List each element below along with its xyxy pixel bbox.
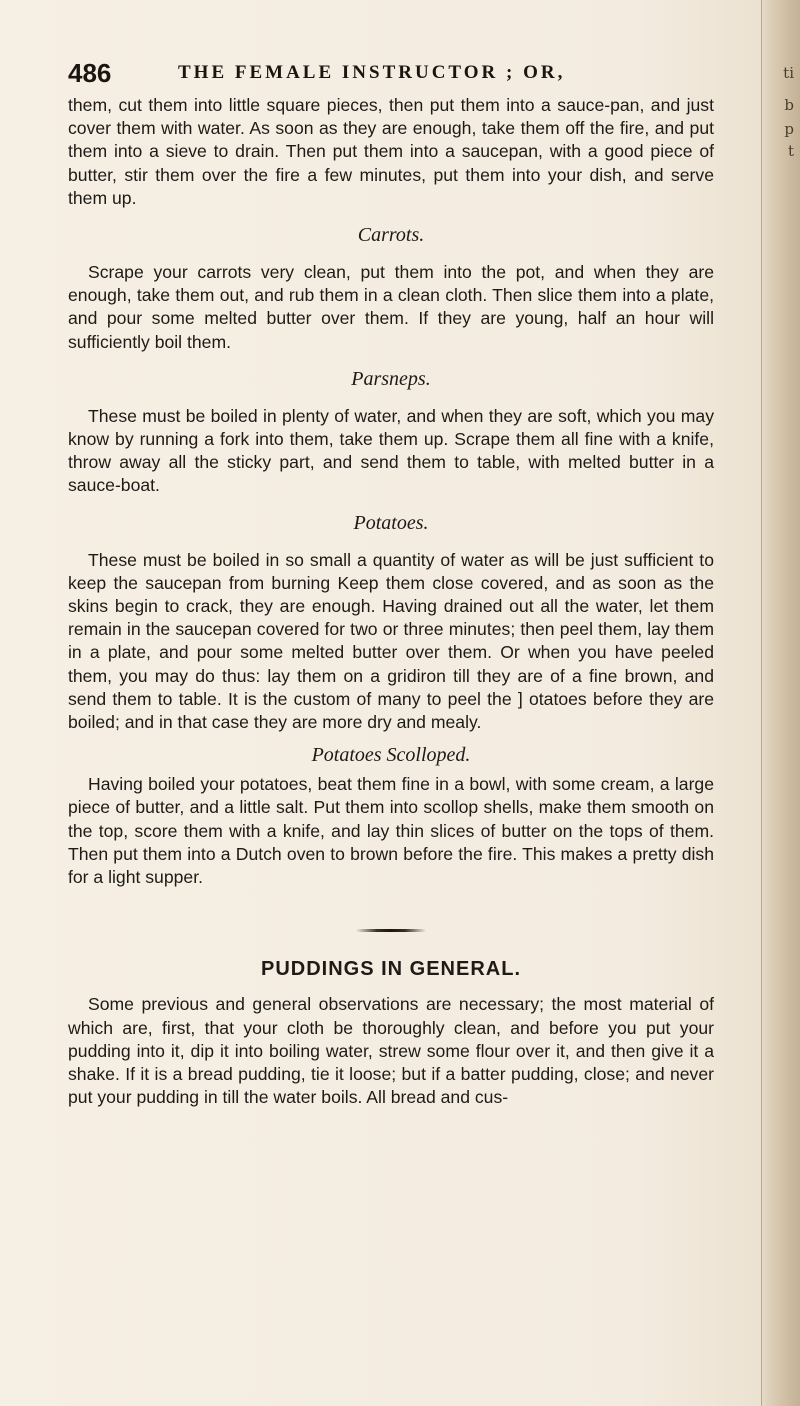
page-body — [68, 94, 714, 1110]
page-header — [68, 58, 708, 88]
puddings-paragraph: Some previous and general observations are necessary; the most material of which are, first, that your cloth be thoroughly clean, and before you put your pudding into it, dip it into boiling water, strew some flour over it, and then give it a shake. If it is a bread pudding, tie it loose; but if a batter pudding, close; and never put your pudding in till the water boils. All bread and cus- — [68, 994, 714, 1108]
parsneps-heading: Parsneps. — [351, 367, 431, 390]
parsneps-paragraph: These must be boiled in plenty of water, and when they are soft, which you may know by running a fork into them, take them up. Scrape them all fine with a knife, throw away all the sticky part, and send them to table, with melted butter in a sauce-boat. — [68, 405, 714, 496]
potatoes-paragraph: These must be boiled in so small a quantity of water as will be just sufficient to keep the saucepan from burning Keep them close covered, and as soon as the skins begin to crack, they are enough. Having drained out all the water, let them remain in the saucepan covered for two or three minutes; then peel them, lay them in a plate, and pour some melted butter over them. Or when you have peeled them, you may do thus: lay them on a gridiron till they are of a fine brown, and send them to table. It is the custom of many to peel the ] otatoes before they are boiled; and in that case they are more dry and mealy. — [68, 549, 714, 733]
running-title: THE FEMALE INSTRUCTOR ; OR, — [178, 62, 566, 83]
carrots-heading: Carrots. — [357, 224, 425, 247]
intro-paragraph: them, cut them into little square pieces, then put them into a sauce-pan, and just cover them with water. As soon as they are enough, take them off the fire, and put them into a sieve to drain. Then put them into a saucepan, with a good piece of butter, stir them over the fire a few minutes, put them into your dish, and serve them up. — [68, 95, 714, 208]
gutter-mark: p — [784, 120, 794, 138]
scolloped-paragraph: Having boiled your potatoes, beat them fine in a bowl, with some cream, a large piece of butter, and a little salt. Put them into scollop shells, make them smooth on the top, score them with a knife, and lay thin slices of butter on the tops of them. Then put them into a Dutch oven to brown before the fire. This makes a pretty dish for a light supper. — [68, 774, 714, 888]
carrots-paragraph: Scrape your carrots very clean, put them into the pot, and when they are enough, take them out, and rub them in a clean cloth. Then slice them into a plate, and pour some melted butter over them. If they are young, half an hour will sufficiently boil them. — [68, 262, 714, 352]
puddings-heading: PUDDINGS IN GENERAL. — [260, 958, 522, 981]
section-divider — [356, 929, 426, 932]
book-gutter — [761, 0, 800, 1406]
scolloped-heading: Potatoes Scolloped. — [311, 744, 471, 767]
potatoes-heading: Potatoes. — [353, 511, 429, 534]
gutter-mark: ti — [783, 64, 794, 82]
gutter-mark: b — [784, 96, 794, 114]
gutter-mark: t — [787, 142, 794, 160]
page-number: 486 — [68, 58, 112, 88]
